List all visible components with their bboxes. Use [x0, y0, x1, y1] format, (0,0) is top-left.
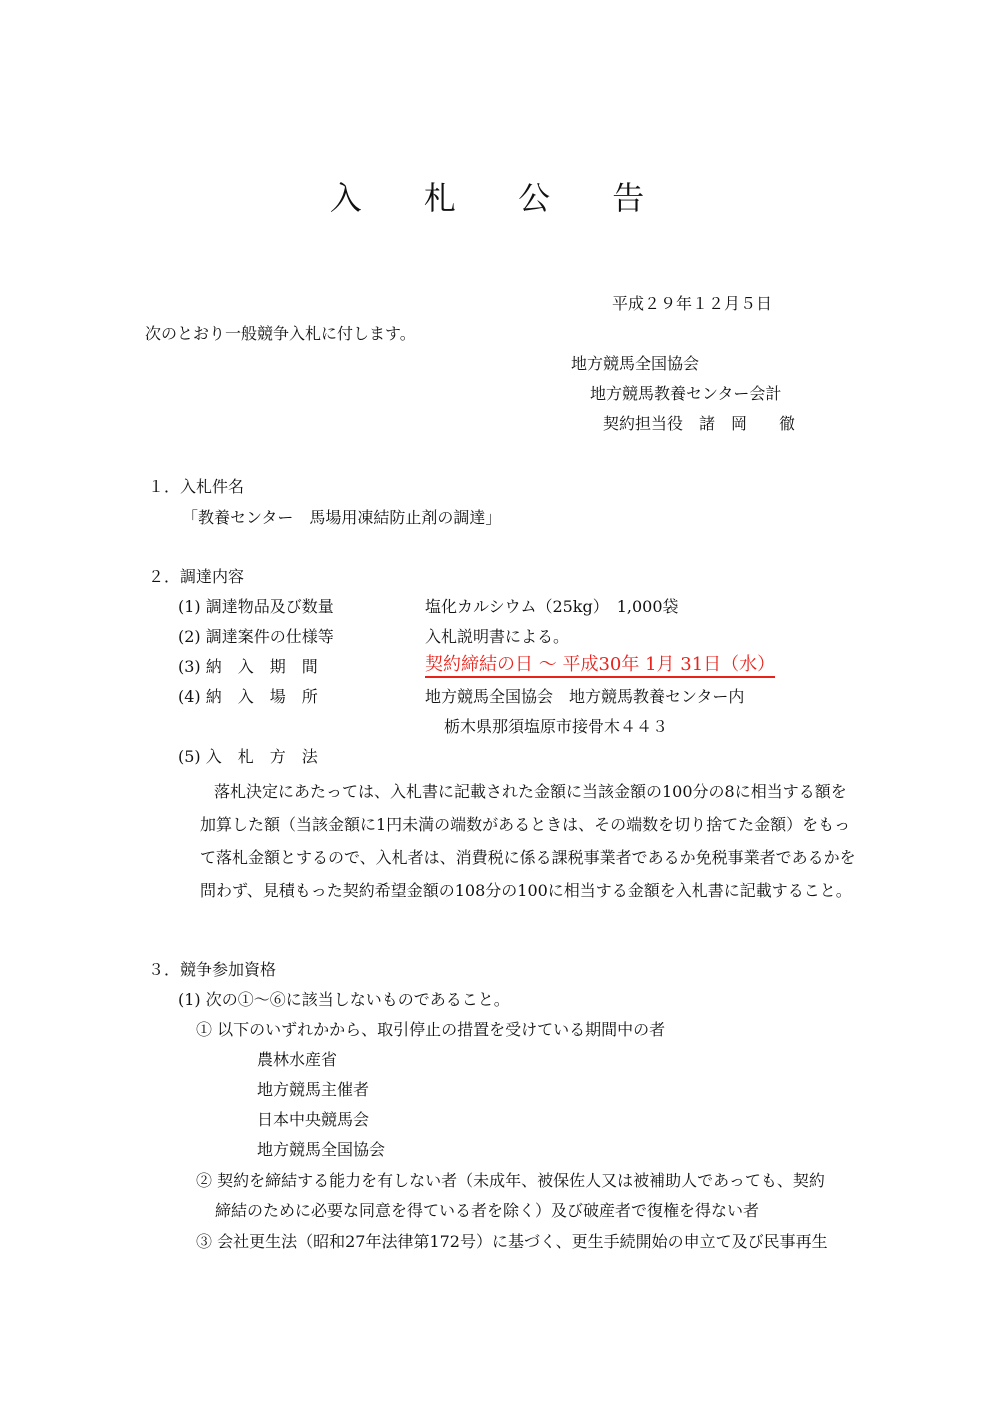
- item-label: (4) 納 入 場 所: [178, 687, 318, 706]
- delivery-period-highlight: 契約締結の日 ～ 平成30年 1月 31日（水）: [425, 654, 775, 678]
- delivery-period-value: [425, 655, 775, 675]
- section-1-heading: １．入札件名: [148, 477, 245, 496]
- page-title: 入 札 公 告: [329, 179, 671, 217]
- method-heading: (5) 入 札 方 法: [178, 747, 318, 766]
- item-value: 地方競馬全国協会 地方競馬教養センター内: [425, 687, 745, 706]
- issuer-dept: 地方競馬教養センター会計: [590, 384, 782, 403]
- item-label: (2) 調達案件の仕様等: [178, 627, 334, 646]
- qualification-item-3: ③ 会社更生法（昭和27年法律第172号）に基づく、更生手続開始の申立て及び民事再生: [196, 1232, 828, 1251]
- qualification-item-2-cont: 締結のために必要な同意を得ている者を除く）及び破産者で復権を得ない者: [215, 1201, 760, 1220]
- notice-date: 平成２９年１２月５日: [612, 294, 773, 313]
- qualification-item-2: ② 契約を締結する能力を有しない者（未成年、被保佐人又は被補助人であっても、契約: [196, 1171, 825, 1190]
- org-list-item: 地方競馬全国協会: [257, 1140, 386, 1159]
- org-list-item: 農林水産省: [257, 1050, 338, 1069]
- intro-text: 次のとおり一般競争入札に付します。: [145, 324, 416, 343]
- item-value: 入札説明書による。: [425, 627, 570, 646]
- section-2-heading: ２．調達内容: [148, 567, 245, 586]
- org-list-item: 日本中央競馬会: [257, 1110, 370, 1129]
- item-value: 塩化カルシウム（25kg） 1,000袋: [425, 597, 679, 616]
- item-label: (1) 調達物品及び数量: [178, 597, 334, 616]
- section-3-heading: ３．競争参加資格: [148, 960, 277, 979]
- method-paragraph: 落札決定にあたっては、入札書に記載された金額に当該金額の100分の8に相当する額を加算した額（当該金額に1円未満の端数があるときは、その端数を切り捨てた金額）をもって落札金額とするので、入札者は、消費税に係る課税事業者であるか免税事業者であるかを問わず、見積もった契約希望金額の108分の100に相当する金額を入札書に記載すること。: [200, 782, 856, 900]
- qualification-sub1: (1) 次の①～⑥に該当しないものであること。: [178, 990, 510, 1009]
- org-list-item: 地方競馬主催者: [257, 1080, 370, 1099]
- issuer-org: 地方競馬全国協会: [571, 354, 700, 373]
- item-value-address: 栃木県那須塩原市接骨木４４３: [444, 717, 669, 736]
- issuer-officer: 契約担当役 諸 岡 徹: [603, 414, 796, 433]
- item-label: (3) 納 入 期 間: [178, 657, 318, 676]
- bid-subject: 「教養センター 馬場用凍結防止剤の調達」: [182, 508, 502, 527]
- qualification-item-1: ① 以下のいずれかから、取引停止の措置を受けている期間中の者: [196, 1020, 666, 1039]
